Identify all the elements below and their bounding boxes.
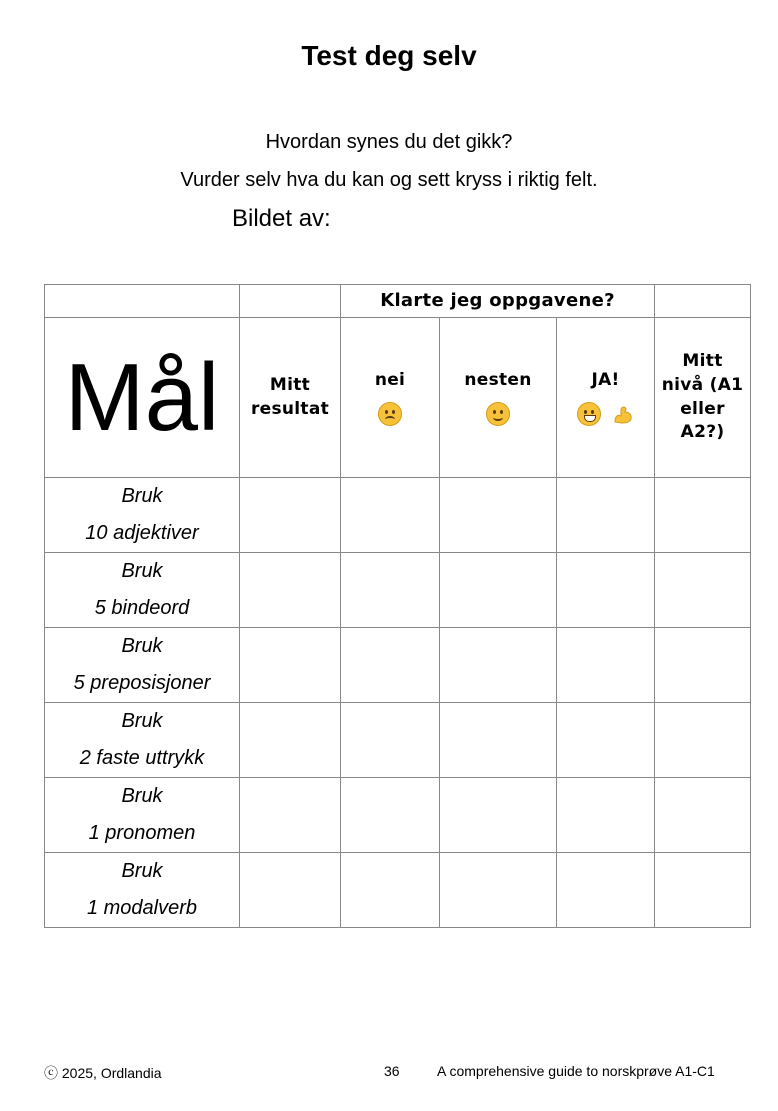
empty-header-cell	[45, 285, 240, 318]
yes-checkbox-cell[interactable]	[557, 553, 655, 628]
question-text: Hvordan synes du det gikk?	[265, 131, 513, 153]
table-row	[45, 703, 751, 778]
goal-cell	[45, 628, 240, 703]
table-row	[45, 553, 751, 628]
yes-checkbox-cell[interactable]	[557, 703, 655, 778]
result-cell[interactable]	[240, 778, 341, 853]
level-cell[interactable]	[655, 553, 751, 628]
table-top-header-row	[45, 285, 751, 318]
goal-task: 1 pronomen	[88, 822, 196, 844]
yes-checkbox-cell[interactable]	[557, 628, 655, 703]
klarte-header: Klarte jeg oppgavene?	[341, 285, 655, 318]
no-checkbox-cell[interactable]	[341, 853, 440, 928]
goal-task: 5 bindeord	[94, 597, 190, 619]
page-title: Test deg selv	[301, 40, 477, 71]
goal-task: 10 adjektiver	[85, 522, 199, 544]
empty-header-cell	[655, 285, 751, 318]
flexed-biceps-icon	[612, 404, 634, 424]
goal-verb: Bruk	[121, 635, 163, 657]
almost-checkbox-cell[interactable]	[440, 478, 557, 553]
table-row	[45, 853, 751, 928]
table-row	[45, 628, 751, 703]
no-checkbox-cell[interactable]	[341, 553, 440, 628]
almost-label: nesten	[464, 369, 532, 390]
almost-checkbox-cell[interactable]	[440, 628, 557, 703]
goal-cell	[45, 703, 240, 778]
frowning-face-icon	[378, 402, 402, 426]
goal-cell	[45, 478, 240, 553]
level-header-text: Mitt nivå (A1 eller A2?)	[661, 350, 744, 443]
result-header	[240, 318, 341, 478]
almost-checkbox-cell[interactable]	[440, 853, 557, 928]
goal-cell	[45, 853, 240, 928]
no-header	[341, 318, 440, 478]
level-header	[655, 318, 751, 478]
result-cell[interactable]	[240, 628, 341, 703]
level-cell[interactable]	[655, 703, 751, 778]
goal-verb: Bruk	[121, 560, 163, 582]
result-cell[interactable]	[240, 853, 341, 928]
copyright-text: ⓒ 2025, Ordlandia	[44, 1065, 162, 1081]
result-cell[interactable]	[240, 478, 341, 553]
goal-cell	[45, 553, 240, 628]
result-cell[interactable]	[240, 703, 341, 778]
yes-checkbox-cell[interactable]	[557, 778, 655, 853]
almost-checkbox-cell[interactable]	[440, 778, 557, 853]
level-cell[interactable]	[655, 778, 751, 853]
self-assessment-table	[44, 284, 751, 928]
level-cell[interactable]	[655, 853, 751, 928]
almost-header	[440, 318, 557, 478]
goal-task: 1 modalverb	[86, 897, 198, 919]
yes-label: JA!	[591, 369, 620, 390]
table-column-header-row	[45, 318, 751, 478]
table-row	[45, 778, 751, 853]
no-checkbox-cell[interactable]	[341, 778, 440, 853]
instruction-text: Vurder selv hva du kan og sett kryss i riktig felt.	[180, 169, 598, 191]
goal-task: 5 preposisjoner	[73, 672, 211, 694]
goal-task: 2 faste uttrykk	[79, 747, 205, 769]
goal-verb: Bruk	[121, 785, 163, 807]
goal-header: Mål	[45, 318, 240, 478]
page-number: 36	[384, 1063, 400, 1079]
grinning-face-icon	[577, 402, 601, 426]
book-title: A comprehensive guide to norskprøve A1-C1	[437, 1063, 715, 1079]
almost-checkbox-cell[interactable]	[440, 703, 557, 778]
level-cell[interactable]	[655, 628, 751, 703]
result-header-text: Mitt resultat	[250, 374, 330, 419]
yes-checkbox-cell[interactable]	[557, 853, 655, 928]
no-checkbox-cell[interactable]	[341, 478, 440, 553]
goal-verb: Bruk	[121, 860, 163, 882]
almost-checkbox-cell[interactable]	[440, 553, 557, 628]
result-cell[interactable]	[240, 553, 341, 628]
yes-header	[557, 318, 655, 478]
picture-by-label: Bildet av:	[232, 205, 331, 232]
goal-cell	[45, 778, 240, 853]
level-cell[interactable]	[655, 478, 751, 553]
no-checkbox-cell[interactable]	[341, 628, 440, 703]
table-row	[45, 478, 751, 553]
goal-verb: Bruk	[121, 485, 163, 507]
yes-checkbox-cell[interactable]	[557, 478, 655, 553]
smiling-face-icon	[486, 402, 510, 426]
goal-verb: Bruk	[121, 710, 163, 732]
empty-header-cell	[240, 285, 341, 318]
no-label: nei	[374, 369, 406, 390]
no-checkbox-cell[interactable]	[341, 703, 440, 778]
